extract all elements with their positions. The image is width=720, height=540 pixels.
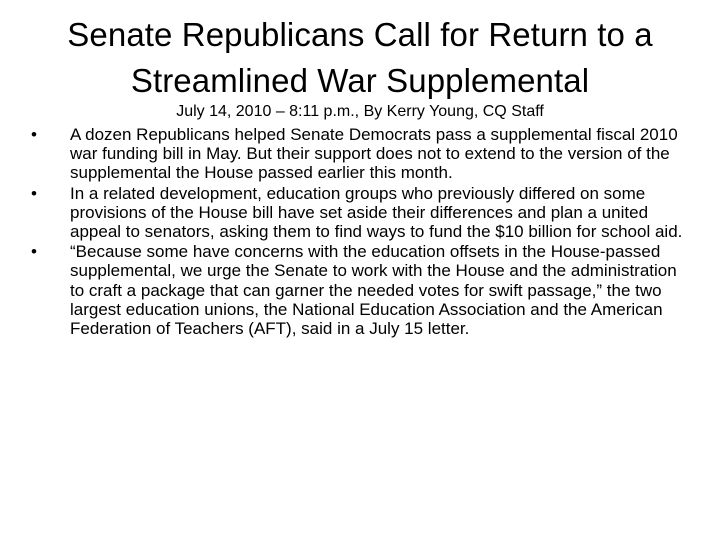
article-byline: July 14, 2010 – 8:11 p.m., By Kerry Young, CQ Staff (176, 103, 544, 120)
bullet-item (28, 125, 688, 183)
bullet-text: A dozen Republicans helped Senate Democrats pass a supplemental fiscal 2010 war funding bill in May. But their support does not to extend to the version of the supplemental the House passed earlier this month. (70, 125, 678, 183)
bullet-text: In a related development, education groups who previously differed on some provisions of the House bill have set aside their differences and plan a united appeal to senators, asking them to find ways to fund the $10 billion for school aid. (70, 183, 683, 242)
bullet-item (28, 242, 688, 338)
bullet-item (28, 184, 688, 242)
bullet-list (28, 125, 688, 338)
bullet-text: “Because some have concerns with the education offsets in the House-passed supplemental, we urge the Senate to work with the House and the administration to craft a package that can garner the needed votes for swift passage,” the two largest education unions, the National Education Association and the American Federation of Teachers (AFT), said in a July 15 letter. (70, 242, 677, 339)
bullet-marker: • (31, 242, 37, 262)
bullet-marker: • (31, 125, 37, 144)
bullet-marker: • (31, 183, 37, 203)
slide-title: Senate Republicans Call for Return to a Streamlined War Supplemental (67, 16, 653, 99)
